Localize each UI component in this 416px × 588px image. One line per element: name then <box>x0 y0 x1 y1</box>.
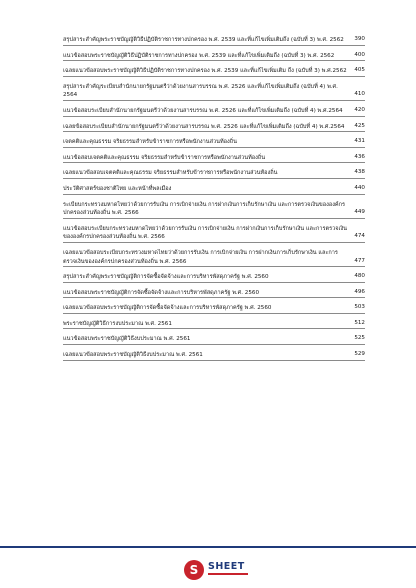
toc-entry-title: เฉลยข้อสอบระเบียบสำนักนายกรัฐมนตรีว่าด้วยงานสารบรรณ พ.ศ. 2526 และที่แก้ไขเพิ่มเติมถึง (ฉบับที่ 4) พ.ศ.2564 <box>63 123 345 130</box>
brand-underline <box>208 573 248 575</box>
toc-entry-page: 405 <box>354 67 365 74</box>
toc-entry-page: 390 <box>354 36 365 42</box>
page-footer <box>0 546 416 588</box>
toc-entry-title: สรุปสาระสำคัญระเบียบสำนักนายกรัฐมนตรีว่าด้วยงานสารบรรณ พ.ศ. 2526 และที่แก้ไขเพิ่มเติมถึง (ฉบับที่ 4) พ.ศ. 2564 <box>63 83 338 99</box>
toc-entry <box>63 123 365 133</box>
toc-entry-page: 400 <box>354 51 365 58</box>
toc-entry <box>63 107 365 117</box>
toc-entry-title: เฉลยแนวข้อสอบพระราชบัญญัติการจัดซื้อจัดจ้างและการบริหารพัสดุภาครัฐ พ.ศ. 2560 <box>63 305 272 312</box>
toc-entry <box>63 351 365 361</box>
footer-divider <box>0 546 416 548</box>
toc-entry-title: แนวข้อสอบระเบียบกระทรวงมหาดไทยว่าด้วยการรับเงิน การเบิกจ่ายเงิน การฝากเงินการเก็บรักษาเงิน และการตรวจเงินขององค์กรปกครองส่วนท้องถิ่น พ.ศ. 2566 <box>63 225 347 241</box>
toc-entry-title: สรุปสาระสำคัญพระราชบัญญัติการจัดซื้อจัดจ้างและการบริหารพัสดุภาครัฐ พ.ศ. 2560 <box>63 274 269 281</box>
toc-entry-title: เจตคติและคุณธรรม จริยธรรมสำหรับข้าราชการหรือพนักงานส่วนท้องถิ่น <box>63 139 237 146</box>
toc-entry <box>63 67 365 77</box>
toc-entry <box>63 320 365 330</box>
toc-entry-page: 512 <box>354 319 365 326</box>
toc-entry <box>63 201 365 219</box>
toc-entry <box>63 289 365 299</box>
toc-entry-title: แนวข้อสอบเจตคติและคุณธรรม จริยธรรมสำหรับข้าราชการหรือพนักงานส่วนท้องถิ่น <box>63 154 266 161</box>
toc-entry-title: แนวข้อสอบพระราชบัญญัติการจัดซื้อจัดจ้างและการบริหารพัสดุภาครัฐ พ.ศ. 2560 <box>63 289 260 296</box>
toc-entry <box>63 225 365 243</box>
toc-entry-title: แนวข้อสอบพระราชบัญญัติวิธีงบประมาณ พ.ศ. 2561 <box>63 336 191 343</box>
toc-entry-title: เฉลยแนวข้อสอบพระราชบัญญัติวิธีงบประมาณ พ.ศ. 2561 <box>63 352 203 359</box>
toc-entry-title: สรุปสาระสำคัญพระราชบัญญัติวิธีปฏิบัติราชการทางปกครอง พ.ศ. 2539 และที่แก้ไขเพิ่มเติมถึง (ฉบับที่ 3) พ.ศ. 2562 <box>63 37 344 43</box>
toc-entry-page: 431 <box>354 138 365 145</box>
toc-entry <box>63 335 365 345</box>
toc-entry-title: เฉลยแนวข้อสอบระเบียบกระทรวงมหาดไทยว่าด้วยการรับเงิน การเบิกจ่ายเงิน การฝากเงินการเก็บรักษาเงิน และการตรวจเงินขององค์กรปกครองส่วนท้องถิ่น พ.ศ. 2566 <box>63 249 338 265</box>
toc-entry-page: 440 <box>354 184 365 191</box>
brand-logo-icon <box>184 560 204 580</box>
toc-entry-page: 449 <box>354 209 365 216</box>
toc-entry-page: 425 <box>354 122 365 129</box>
toc-entry <box>63 273 365 283</box>
toc-entry-page: 420 <box>354 106 365 113</box>
toc-entry-title: แนวข้อสอบระเบียบสำนักนายกรัฐมนตรีว่าด้วยงานสารบรรณ พ.ศ. 2526 และที่แก้ไขเพิ่มเติมถึง (ฉบับที่ 4) พ.ศ.2564 <box>63 107 343 114</box>
toc-entry-title: ระเบียบกระทรวงมหาดไทยว่าด้วยการรับเงิน การเบิกจ่ายเงิน การฝากเงินการเก็บรักษาเงิน และการตรวจเงินขององค์กรปกครองส่วนท้องถิ่น พ.ศ. 2566 <box>63 201 346 217</box>
toc-entry-page: 438 <box>354 169 365 176</box>
toc-entry-page: 496 <box>354 288 365 295</box>
table-of-contents <box>63 36 365 367</box>
toc-entry-page: 436 <box>354 153 365 160</box>
toc-entry <box>63 36 365 46</box>
toc-entry-title: ประวัติศาสตร์ของชาติไทย และหน้าที่พลเมือง <box>63 185 172 192</box>
toc-entry-page: 477 <box>354 257 365 264</box>
toc-entry-title: เฉลยแนวข้อสอบพระราชบัญญัติวิธีปฏิบัติราชการทางปกครอง พ.ศ. 2539 และที่แก้ไขเพิ่มเติม ถึง (ฉบับที่ 3) พ.ศ.2562 <box>63 68 347 75</box>
toc-entry <box>63 138 365 148</box>
brand-name: SHEET <box>208 561 245 572</box>
toc-entry-title: แนวข้อสอบพระราชบัญญัติวิธีปฏิบัติราชการทางปกครอง พ.ศ. 2539 และที่แก้ไขเพิ่มเติมถึง (ฉบับที่ 3) พ.ศ. 2562 <box>63 52 335 59</box>
toc-entry <box>63 154 365 164</box>
brand-logo-letter: S <box>189 563 199 577</box>
toc-entry-title: พระราชบัญญัติวิธีการงบประมาณ พ.ศ. 2561 <box>63 320 172 327</box>
toc-entry-title: เฉลยแนวข้อสอบเจตคติและคุณธรรม จริยธรรมสำหรับข้าราชการหรือพนักงานส่วนท้องถิ่น <box>63 170 278 177</box>
toc-entry <box>63 304 365 314</box>
toc-entry-page: 525 <box>354 335 365 342</box>
toc-entry <box>63 83 365 101</box>
toc-entry <box>63 52 365 62</box>
toc-entry <box>63 169 365 179</box>
toc-entry-page: 503 <box>354 304 365 311</box>
toc-entry-page: 529 <box>354 351 365 358</box>
toc-entry-page: 410 <box>354 91 365 98</box>
toc-entry <box>63 185 365 195</box>
toc-entry-page: 480 <box>354 273 365 280</box>
toc-entry-page: 474 <box>354 233 365 240</box>
toc-entry <box>63 249 365 267</box>
